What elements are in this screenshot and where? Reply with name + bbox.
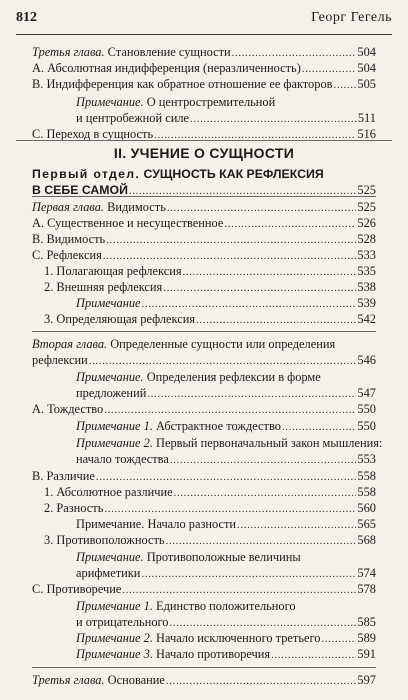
leader-dots bbox=[167, 199, 357, 215]
toc-entry-page: 511 bbox=[357, 111, 376, 125]
toc-entry-text: В. Видимость bbox=[32, 232, 106, 246]
toc-entry-title bbox=[76, 418, 281, 434]
part-title-line-2: В СЕБЕ САМОЙ bbox=[32, 183, 128, 197]
leader-dots bbox=[170, 451, 357, 467]
toc-entry-page: 504 bbox=[357, 61, 376, 75]
toc-entry-text: А. Тождество bbox=[32, 402, 104, 416]
part-heading bbox=[32, 166, 324, 182]
toc-entry-text: О центростремительной bbox=[143, 95, 276, 109]
toc-entry-text: А. Существенное и несущественное bbox=[32, 216, 224, 230]
toc-entry-page: 550 bbox=[357, 402, 376, 416]
toc-entry-page: 597 bbox=[357, 673, 376, 687]
toc-entry-text: предложений bbox=[76, 386, 147, 400]
toc-entry-text: арифметики bbox=[76, 566, 141, 580]
toc-entry-page: 558 bbox=[357, 485, 376, 499]
toc-entry-title bbox=[76, 295, 141, 311]
toc-entry-text: 1. Полагающая рефлексия bbox=[44, 264, 182, 278]
toc-entry bbox=[0, 598, 408, 614]
toc-entry-title bbox=[76, 369, 321, 385]
toc-entry bbox=[0, 295, 408, 311]
toc-entry-page: 539 bbox=[357, 296, 376, 310]
toc-entry-title bbox=[32, 401, 103, 417]
toc-entry-lead: Примечание 3. bbox=[76, 647, 153, 661]
toc-entry-page: 574 bbox=[357, 566, 376, 580]
leader-dots bbox=[183, 263, 357, 279]
toc-entry-page: 542 bbox=[357, 312, 376, 326]
chapter-rule-1 bbox=[32, 196, 376, 197]
toc-entry bbox=[0, 401, 408, 417]
toc-entry-title bbox=[44, 263, 182, 279]
toc-entry-lead: Примечание bbox=[76, 296, 141, 310]
toc-entry-title bbox=[44, 532, 165, 548]
toc-entry-lead: Примечание. bbox=[76, 370, 144, 384]
toc-entry-title bbox=[76, 451, 169, 467]
toc-entry-lead: Примечание 2. bbox=[76, 436, 153, 450]
leader-dots bbox=[321, 630, 356, 646]
toc-entry-text: Определения рефлексии в форме bbox=[143, 370, 321, 384]
toc-entry-page: 525 bbox=[357, 200, 376, 214]
toc-entry-page: 546 bbox=[357, 353, 376, 367]
toc-entry-title bbox=[76, 385, 146, 401]
toc-entry-text: начало тождества bbox=[76, 452, 169, 466]
toc-entry-title bbox=[32, 336, 335, 352]
page-number: 812 bbox=[16, 10, 37, 25]
toc-entry-page: 589 bbox=[357, 631, 376, 645]
toc-entry-lead: Третья глава. bbox=[32, 673, 105, 687]
leader-dots bbox=[174, 484, 357, 500]
running-header bbox=[16, 10, 392, 32]
toc-entry-text: B. Индифференция как обратное отношение ее факторов bbox=[32, 77, 333, 91]
toc-entry-page: 504 bbox=[357, 45, 376, 59]
toc-entry bbox=[0, 468, 408, 484]
toc-entry-page: 535 bbox=[357, 264, 376, 278]
toc-entry-page: 578 bbox=[357, 582, 376, 596]
toc-entry-lead: Примечание. bbox=[76, 550, 144, 564]
part-label: Первый отдел. bbox=[32, 167, 141, 181]
toc-entry-title bbox=[76, 630, 320, 646]
toc-entry-title bbox=[76, 549, 301, 565]
toc-entry-title bbox=[76, 516, 236, 532]
toc-entry bbox=[0, 581, 408, 597]
toc-entry-page: 528 bbox=[357, 232, 376, 246]
toc-entry bbox=[0, 646, 408, 662]
leader-dots bbox=[224, 215, 356, 231]
leader-dots bbox=[170, 614, 357, 630]
leader-dots bbox=[166, 672, 357, 688]
toc-entry-text: 2. Разность bbox=[44, 501, 104, 515]
toc-entry-lead: Первая глава. bbox=[32, 200, 104, 214]
toc-entry-text: Видимость bbox=[104, 200, 166, 214]
leader-dots bbox=[163, 279, 356, 295]
toc-entry bbox=[0, 199, 408, 215]
leader-dots bbox=[142, 295, 357, 311]
toc-entry bbox=[0, 565, 408, 581]
leader-dots bbox=[141, 565, 356, 581]
running-author: Георг Гегель bbox=[311, 10, 392, 25]
toc-entry-page: 516 bbox=[357, 127, 376, 141]
toc-entry-page: 533 bbox=[357, 248, 376, 262]
toc-entry-title bbox=[76, 598, 296, 614]
toc-entry-text: рефлексии bbox=[32, 353, 88, 367]
toc-entry-lead: Примечание 2. bbox=[76, 631, 153, 645]
toc-entry-title bbox=[32, 231, 105, 247]
toc-entry-page: 526 bbox=[357, 216, 376, 230]
leader-dots bbox=[96, 468, 356, 484]
toc-entry-text: С. Рефлексия bbox=[32, 248, 102, 262]
toc-entry bbox=[0, 247, 408, 263]
toc-entry-title bbox=[32, 76, 333, 92]
part-title-line-1: СУЩНОСТЬ КАК РЕФЛЕКСИЯ bbox=[143, 167, 324, 181]
toc-entry-page: 553 bbox=[357, 452, 376, 466]
toc-entry-title bbox=[32, 672, 165, 688]
toc-entry bbox=[0, 94, 408, 110]
toc-entry-text: Абстрактное тождество bbox=[152, 419, 281, 433]
leader-dots bbox=[196, 311, 356, 327]
leader-dots bbox=[334, 76, 357, 92]
toc-entry bbox=[0, 352, 408, 368]
leader-dots bbox=[232, 44, 357, 60]
toc-entry-text: С. Противоречие bbox=[32, 582, 122, 596]
toc-entry bbox=[0, 532, 408, 548]
toc-entry-text: Основание bbox=[104, 673, 165, 687]
toc-entry bbox=[0, 385, 408, 401]
toc-entry-title bbox=[32, 199, 166, 215]
toc-entry bbox=[0, 263, 408, 279]
toc-entry-text: Первый первоначальный закон мышления: bbox=[152, 436, 383, 450]
toc-entry bbox=[0, 215, 408, 231]
part-page: 525 bbox=[357, 183, 376, 197]
toc-entry-page: 547 bbox=[357, 386, 376, 400]
toc-entry bbox=[0, 231, 408, 247]
toc-entry bbox=[0, 60, 408, 76]
leader-dots bbox=[166, 532, 357, 548]
toc-entry bbox=[0, 630, 408, 646]
toc-entry-page: 558 bbox=[357, 469, 376, 483]
section-title: II. УЧЕНИЕ О СУЩНОСТИ bbox=[113, 145, 295, 161]
toc-entry-text: 3. Противоположность bbox=[44, 533, 165, 547]
toc-entry-title bbox=[32, 247, 102, 263]
toc-entry-text: Единство положительного bbox=[152, 599, 296, 613]
toc-entry-lead: Вторая глава. bbox=[32, 337, 108, 351]
toc-entry bbox=[0, 336, 408, 352]
toc-entry bbox=[0, 418, 408, 434]
toc-entry-text: 2. Внешняя рефлексия bbox=[44, 280, 163, 294]
toc-entry bbox=[0, 311, 408, 327]
toc-entry-page: 585 bbox=[357, 615, 376, 629]
leader-dots bbox=[103, 247, 357, 263]
toc-entry-lead: Примечание 1. bbox=[76, 599, 153, 613]
toc-entry bbox=[0, 500, 408, 516]
toc-entry bbox=[0, 451, 408, 467]
toc-entry bbox=[0, 516, 408, 532]
leader-dots bbox=[104, 500, 356, 516]
toc-entry-page: 560 bbox=[357, 501, 376, 515]
leader-dots bbox=[106, 231, 356, 247]
toc-entry-lead: Примечание. bbox=[76, 95, 144, 109]
toc-entry-title bbox=[76, 435, 382, 451]
toc-entry-text: В. Различие bbox=[32, 469, 95, 483]
toc-entry-text: и отрицательного bbox=[76, 615, 169, 629]
toc-entry-title bbox=[32, 581, 121, 597]
toc-entry-title bbox=[32, 44, 231, 60]
toc-entry-title bbox=[76, 565, 140, 581]
toc-entry-text: 3. Определяющая рефлексия bbox=[44, 312, 196, 326]
toc-entry-page: 505 bbox=[357, 77, 376, 91]
chapter-rule-3 bbox=[32, 667, 376, 668]
toc-entry-lead: Третья глава. bbox=[32, 45, 105, 59]
toc-entry bbox=[0, 614, 408, 630]
toc-entry-page: 591 bbox=[357, 647, 376, 661]
toc-entry-title bbox=[76, 94, 275, 110]
toc-entry bbox=[0, 484, 408, 500]
toc-entry bbox=[0, 672, 408, 688]
chapter-rule-2 bbox=[32, 331, 376, 332]
header-rule bbox=[16, 34, 392, 35]
toc-entry bbox=[0, 435, 408, 451]
toc-entry-page: 565 bbox=[357, 517, 376, 531]
toc-entry-text: Противоположные величины bbox=[143, 550, 301, 564]
leader-dots bbox=[104, 401, 356, 417]
toc-entry-page: 550 bbox=[357, 419, 376, 433]
toc-entry-title bbox=[76, 110, 189, 126]
toc-entry bbox=[0, 76, 408, 92]
toc-entry bbox=[0, 369, 408, 385]
leader-dots bbox=[89, 352, 357, 368]
toc-entry bbox=[0, 44, 408, 60]
toc-entry-title bbox=[44, 311, 195, 327]
toc-entry-text: C. Переход в сущность bbox=[32, 127, 154, 141]
toc-entry-page: 568 bbox=[357, 533, 376, 547]
section-rule bbox=[16, 140, 392, 141]
toc-entry-title bbox=[32, 468, 95, 484]
toc-entry-title bbox=[32, 215, 223, 231]
toc-entry-text: Становление сущности bbox=[104, 45, 231, 59]
toc-entry-title bbox=[44, 279, 162, 295]
leader-dots bbox=[122, 581, 356, 597]
toc-entry-text: Начало противоречия bbox=[152, 647, 271, 661]
toc-entry bbox=[0, 110, 408, 126]
toc-entry-title bbox=[76, 614, 169, 630]
leader-dots bbox=[271, 646, 356, 662]
toc-entry bbox=[0, 549, 408, 565]
toc-entry-text: Определенные сущности или определения bbox=[107, 337, 336, 351]
toc-entry-title bbox=[44, 484, 173, 500]
toc-entry-title bbox=[32, 60, 301, 76]
toc-entry-title bbox=[32, 352, 88, 368]
toc-entry-page: 538 bbox=[357, 280, 376, 294]
leader-dots bbox=[237, 516, 356, 532]
leader-dots bbox=[282, 418, 356, 434]
toc-entry-text: A. Абсолютная индифференция (неразличенность) bbox=[32, 61, 301, 75]
toc-entry-lead: Примечание 1. bbox=[76, 419, 153, 433]
leader-dots bbox=[147, 385, 356, 401]
leader-dots bbox=[190, 110, 357, 126]
toc-entry-title bbox=[44, 500, 103, 516]
toc-entry bbox=[0, 279, 408, 295]
toc-entry-title bbox=[76, 646, 270, 662]
toc-entry-text: Начало исключенного третьего bbox=[152, 631, 321, 645]
leader-dots bbox=[302, 60, 357, 76]
toc-entry-text: и центробежной силе bbox=[76, 111, 190, 125]
toc-entry-text: 1. Абсолютное различие bbox=[44, 485, 173, 499]
toc-entry-text: Примечание. Начало разности bbox=[76, 517, 237, 531]
